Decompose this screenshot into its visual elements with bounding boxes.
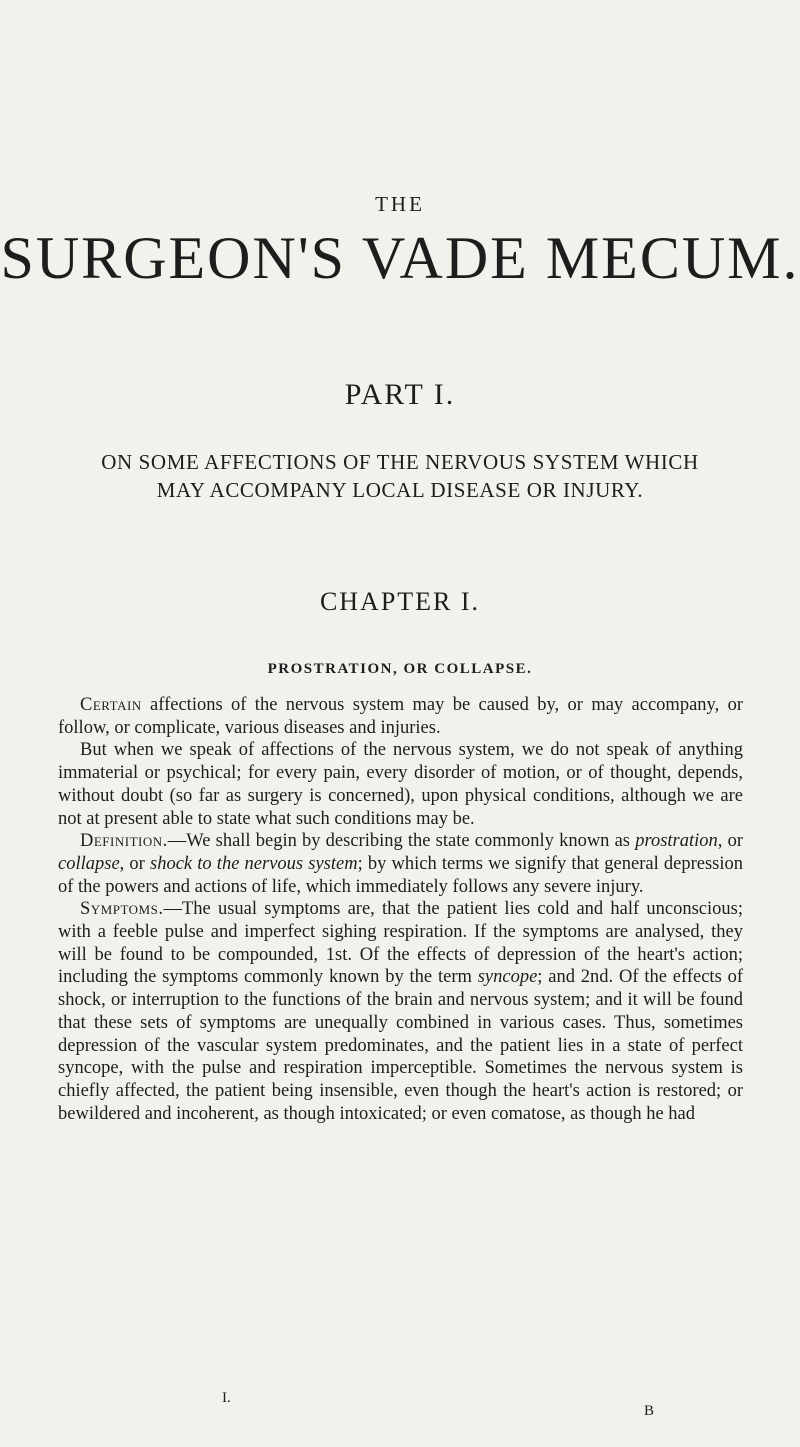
paragraph-intro bbox=[58, 694, 743, 739]
paragraph-text: affections of the nervous system may be caused by, or may accompany, or follow, or complicate, various diseases and injuries. bbox=[58, 695, 743, 738]
running-head: THE bbox=[375, 192, 425, 216]
body-text bbox=[58, 694, 743, 1125]
part-description: ON SOME AFFECTIONS OF THE NERVOUS SYSTEM WHICH MAY ACCOMPANY LOCAL DISEASE OR INJURY. bbox=[101, 450, 699, 502]
term-prostration: prostration bbox=[635, 831, 718, 852]
paragraph-definition bbox=[58, 830, 743, 898]
chapter-heading: CHAPTER I. bbox=[319, 587, 481, 616]
paragraph-text: —We shall begin by describing the state commonly known as bbox=[167, 831, 636, 852]
paragraph-symptoms bbox=[58, 898, 743, 1125]
paragraph-text: —The usual symptoms are, that the patient lies cold and half unconscious; with a feeble pulse and imperfect sighing respiration. If the symptoms are analysed, they will be found to be compounded, 1st. Of the effects of depression of the heart's action; including the symptoms commonly known by the term bbox=[58, 899, 743, 988]
term-syncope: syncope bbox=[477, 967, 538, 988]
paragraph-text: ; and 2nd. Of the effects of shock, or interruption to the functions of the brain and nervous system; and it will be found that these sets of symptoms are unequally combined in various cases. Thus, sometimes depression of the vascular system predominates, and the patient lies in a state of perfect syncope, with the pulse and respiration imperceptible. Sometimes the nervous system is chiefly affected, the patient being insensible, even though the heart's action is restored; or bewildered and incoherent, as though intoxicated; or even comatose, as though he had bbox=[58, 967, 744, 1124]
definition-lead: Definition. bbox=[80, 831, 168, 852]
term-shock: shock to the nervous system bbox=[150, 853, 358, 874]
paragraph-immaterial: But when we speak of affections of the nervous system, we do not speak of anything immaterial or psychical; for every pain, every disorder of motion, or of thought, depends, without doubt (so far as surgery is concerned), upon physical conditions, although we are not at present able to state what such conditions may be. bbox=[58, 740, 743, 829]
paragraph-text: , or bbox=[717, 831, 743, 852]
lead-word: Certain bbox=[80, 695, 142, 715]
chapter-title: PROSTRATION, OR COLLAPSE. bbox=[267, 661, 533, 677]
signature-mark-right: B bbox=[644, 1403, 655, 1419]
book-title: SURGEON'S VADE MECUM. bbox=[0, 225, 800, 291]
part-heading: PART I. bbox=[344, 378, 456, 411]
paragraph-text: , or bbox=[119, 853, 150, 874]
term-collapse: collapse bbox=[58, 853, 120, 874]
signature-mark-left: I. bbox=[222, 1390, 231, 1406]
paragraph-text: ; by which terms we signify that general depression of the powers and actions of life, which immediately follows any severe injury. bbox=[58, 853, 743, 897]
symptoms-lead: Symptoms. bbox=[80, 899, 164, 920]
